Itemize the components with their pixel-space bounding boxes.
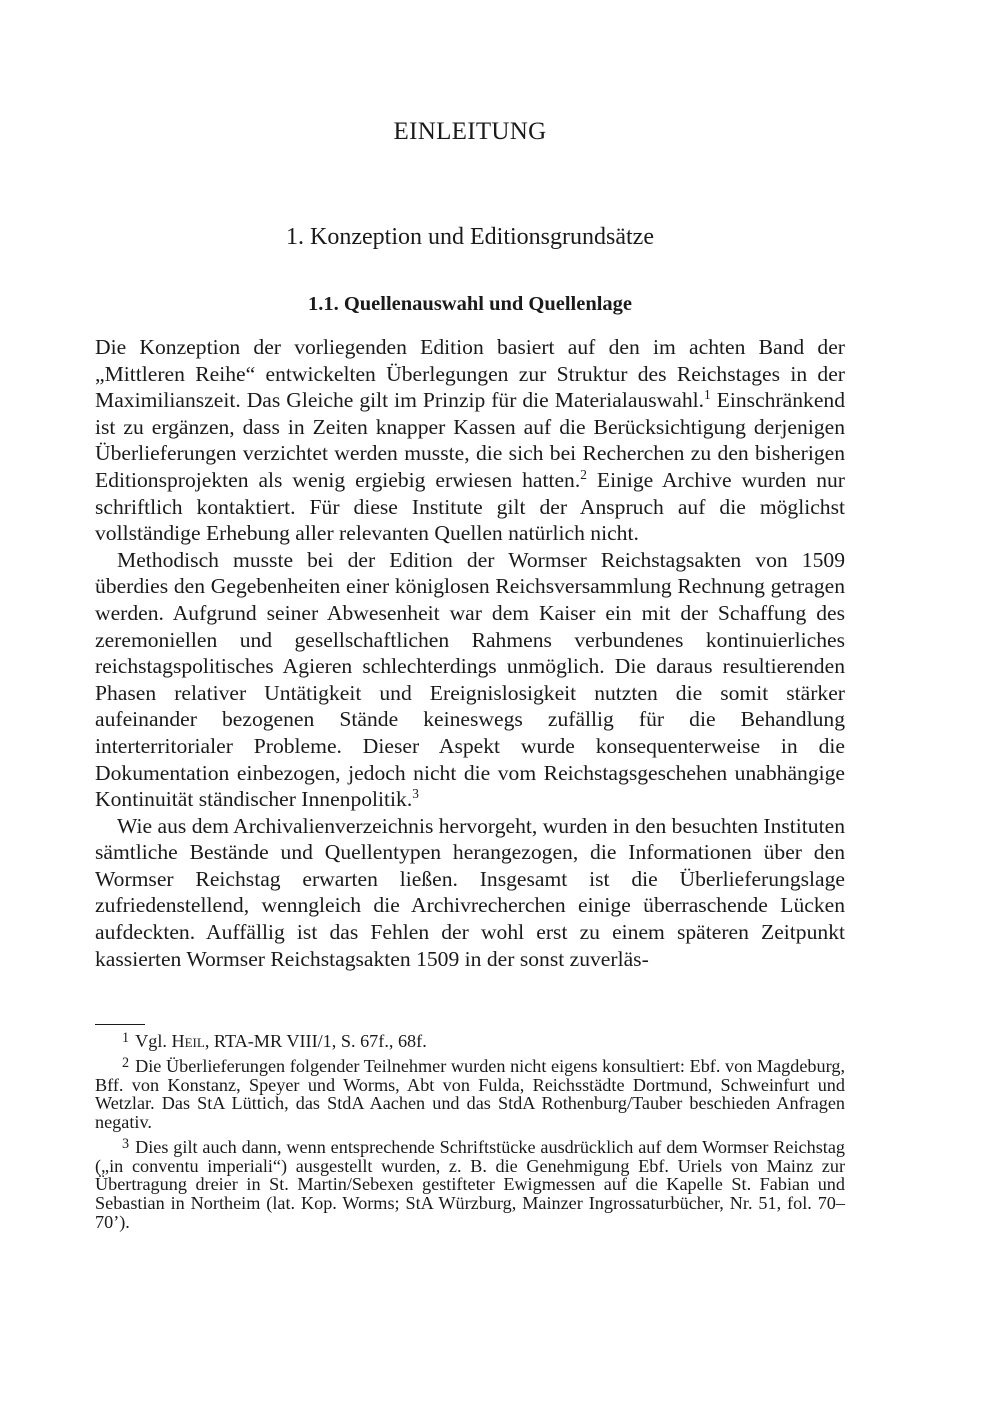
text-run: Dies gilt auch dann, wenn entsprechende Schriftstücke ausdrücklich auf dem Wormser Reichstag („in conventu imperiali“) ausgestellt wurden, z. B. die Genehmigung Ebf. Uriels von Mainz zur Übertragung dreier in St. Martin/Sebexen gestifteter Ewigmessen auf die Kapelle St. Fabian und Sebastian in Northeim (lat. Kop. Worms; StA Würzburg, Mainzer Ingrossaturbücher, Nr. 51, fol. 70–70’). <box>95 1136 845 1233</box>
text-run: Methodisch musste bei der Edition der Wormser Reichstagsakten von 1509 überdies den Gegebenheiten einer königlosen Reichsversammlung Rechnung getragen werden. Aufgrund seiner Abwesenheit war dem Kaiser ein mit der Schaffung des zeremoniellen und gesellschaftlichen Rahmens verbundenes kontinuierliches reichstagspolitisches Agieren schlechterdings unmöglich. Die daraus resultierenden Phasen relativer Untätigkeit und Ereignislosigkeit nutzten die somit stärker aufeinander bezogenen Stände keineswegs zufällig für die Behandlung interterritorialer Probleme. Dieser Aspekt wurde konsequenterweise in die Dokumentation einbezogen, jedoch nicht die vom Reichstagsgeschehen unabhängige Kontinuität ständischer Innenpolitik. <box>95 547 845 812</box>
text-run: Einschränkend ist zu ergänzen, dass in Zeiten knapper Kassen auf die Berücksichtigung derjenigen Überlieferungen verzichtet werden musste, die sich bei Recherchen zu den bisherigen Editionsprojekten als wenig ergiebig erwiesen hatten. <box>95 388 846 492</box>
text-run: Die Konzeption der vorliegenden Edition basiert auf den im achten Band der „Mittleren Reihe“ entwickelten Überlegungen zur Struktur des Reichstages in der Maximilianszeit. Das Gleiche gilt im Prinzip für die Materialauswahl. <box>95 335 845 413</box>
paragraph <box>95 547 845 813</box>
footnotes <box>95 1029 845 1235</box>
body-text <box>95 334 845 972</box>
footnote-number: 1 <box>122 1030 130 1046</box>
author-name: Heil <box>171 1030 205 1051</box>
text-run: Die Überlieferungen folgender Teilnehmer wurden nicht eigens konsultiert: Ebf. von Magdeburg, Bff. von Konstanz, Speyer und Worms, Abt von Fulda, Reichsstädte Dortmund, Schweinfurt und Wetzlar. Das StA Lüttich, das StdA Aachen und das StdA Rothenburg/Tauber beschieden Anfragen negativ. <box>95 1055 845 1133</box>
text-run: , RTA-MR VIII/1, S. 67f., 68f. <box>204 1030 427 1051</box>
footnote-number: 2 <box>122 1054 130 1071</box>
text-run: Einige Archive wurden nur schriftlich kontaktiert. Für diese Institute gilt der Anspruch auf die möglichst vollständige Erhebung aller relevanten Quellen natürlich nicht. <box>95 467 845 546</box>
paragraph <box>95 813 845 973</box>
text-run: Vgl. <box>135 1030 172 1051</box>
footnote-number: 3 <box>122 1135 130 1152</box>
subsection-title: 1.1. Quellenauswahl und Quellenlage <box>307 293 633 315</box>
paragraph <box>95 334 845 547</box>
chapter-title: EINLEITUNG <box>393 118 547 145</box>
footnote <box>95 1135 845 1232</box>
footnote-reference: 2 <box>580 466 587 482</box>
footnote-reference: 1 <box>704 387 711 402</box>
section-title: 1. Konzeption und Editionsgrundsätze <box>286 224 654 250</box>
footnote-reference: 3 <box>412 785 419 801</box>
text-run: Wie aus dem Archivalienverzeichnis hervorgeht, wurden in den besuchten Instituten sämtliche Bestände und Quellentypen herangezogen, die Informationen über den Wormser Reichstag erwarten ließen. Insgesamt ist die Überlieferungslage zufriedenstellend, wenngleich die Archivrecherchen einige überraschende Lücken aufdeckten. Auffällig ist das Fehlen der wohl erst zu einem späteren Zeitpunkt kassierten Wormser Reichstagsakten 1509 in der sonst zuverläs- <box>95 813 845 971</box>
footnote <box>95 1029 845 1051</box>
footnote <box>95 1054 845 1132</box>
footnote-rule <box>95 1024 145 1025</box>
